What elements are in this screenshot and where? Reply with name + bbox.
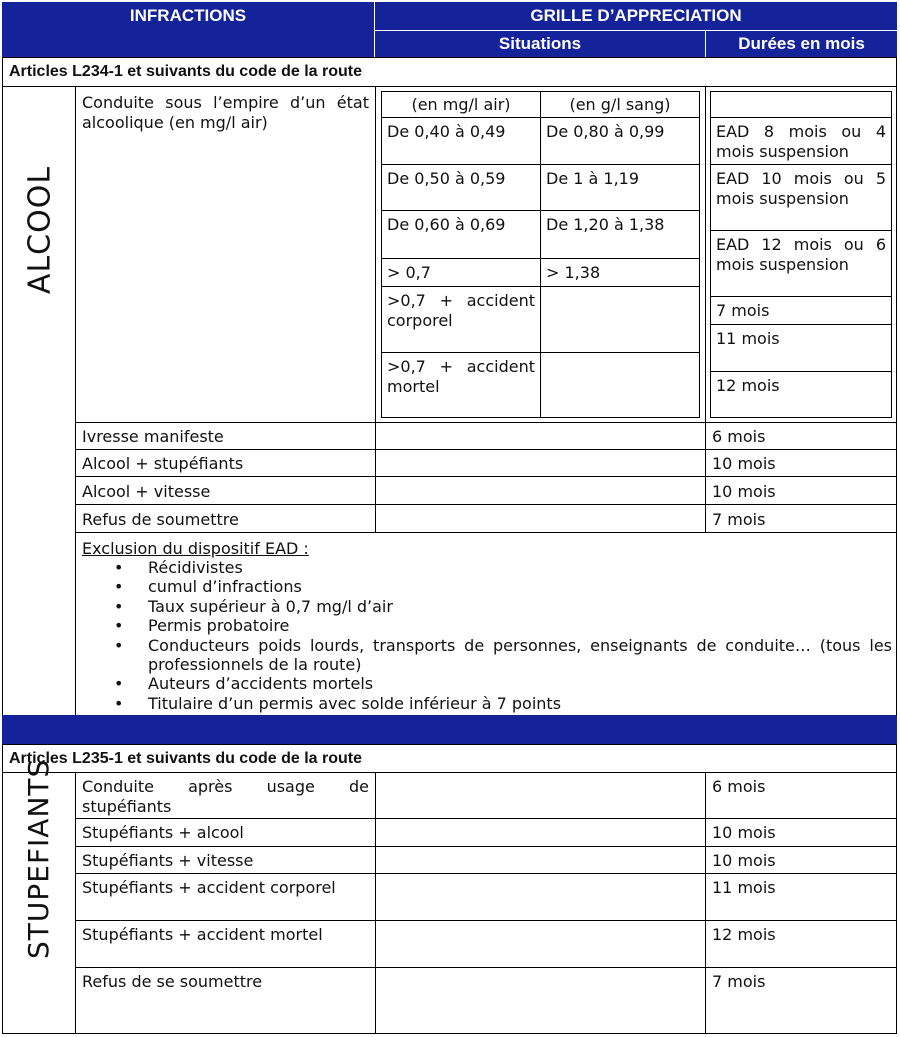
grid-sang-0: De 0,80 à 0,99 xyxy=(540,117,700,165)
grid-sang-4 xyxy=(540,286,700,353)
alcool-row-duree: 7 mois xyxy=(705,504,897,533)
grid-sang-1: De 1 à 1,19 xyxy=(540,164,700,211)
stup-row-duree: 7 mois xyxy=(705,967,897,1034)
section-title-stupefiants: Articles L235-1 et suivants du code de la route xyxy=(2,744,897,773)
header-durees-label: Durées en mois xyxy=(738,34,865,53)
conduite-label: Conduite sous l’empire d’un état alcoolique (en mg/l air) xyxy=(82,93,369,132)
alcool-row-situation xyxy=(375,422,706,450)
exclusion-list xyxy=(76,558,896,713)
category-stupefiants xyxy=(2,758,76,1034)
stup-row-label: Stupéfiants + accident mortel xyxy=(75,920,376,968)
exclusion-item: • Récidivistes xyxy=(148,558,896,577)
exclusion-block xyxy=(75,532,897,716)
stup-row-label: Conduite après usage de stupéfiants xyxy=(75,772,376,819)
grid-air-2: De 0,60 à 0,69 xyxy=(381,210,541,259)
stup-row-duree: 10 mois xyxy=(705,818,897,847)
alcool-row-duree: 6 mois xyxy=(705,422,897,450)
header-situations-label: Situations xyxy=(498,34,582,53)
header-grille xyxy=(375,2,897,30)
alcool-row-label: Refus de soumettre xyxy=(75,504,376,533)
category-alcool-label: ALCOOL xyxy=(22,165,58,295)
stup-row-situation xyxy=(375,846,706,874)
section-title-alcool: Articles L234-1 et suivants du code de la route xyxy=(2,57,897,87)
stup-row-duree: 12 mois xyxy=(705,920,897,968)
header-infractions xyxy=(2,2,374,57)
stup-row-label: Stupéfiants + vitesse xyxy=(75,846,376,874)
conduite-cell xyxy=(75,86,376,423)
alcool-row-duree: 10 mois xyxy=(705,449,897,477)
stup-row-duree: 10 mois xyxy=(705,846,897,874)
grid-air-3: > 0,7 xyxy=(381,258,541,287)
grid-air-5: >0,7 + accident mortel xyxy=(381,352,541,418)
col-header-air: (en mg/l air) xyxy=(381,91,541,118)
alcool-row-duree: 10 mois xyxy=(705,476,897,505)
category-alcool xyxy=(2,86,76,716)
section-separator xyxy=(2,715,897,744)
stup-row-situation xyxy=(375,873,706,921)
grid-air-0: De 0,40 à 0,49 xyxy=(381,117,541,165)
grid-duree-3: 7 mois xyxy=(710,296,892,325)
header-infractions-label: INFRACTIONS xyxy=(129,6,247,25)
grid-duree-4: 11 mois xyxy=(710,324,892,372)
header-grille-label: GRILLE D’APPRECIATION xyxy=(530,6,742,25)
category-stupefiants-label: STUPEFIANTS xyxy=(22,758,55,959)
alcool-row-situation xyxy=(375,476,706,505)
stup-row-situation xyxy=(375,920,706,968)
grid-duree-head xyxy=(710,91,892,118)
stup-row-situation xyxy=(375,772,706,819)
alcool-row-label: Alcool + vitesse xyxy=(75,476,376,505)
stup-row-duree: 11 mois xyxy=(705,873,897,921)
grid-duree-5: 12 mois xyxy=(710,371,892,418)
alcool-row-situation xyxy=(375,504,706,533)
grid-duree-0: EAD 8 mois ou 4 mois suspension xyxy=(710,117,892,165)
exclusion-item: • cumul d’infractions xyxy=(148,577,896,596)
grid-sang-2: De 1,20 à 1,38 xyxy=(540,210,700,259)
header-durees xyxy=(706,31,897,57)
col-header-sang: (en g/l sang) xyxy=(540,91,700,118)
exclusion-title: Exclusion du dispositif EAD : xyxy=(82,539,309,558)
alcool-row-label: Alcool + stupéfiants xyxy=(75,449,376,477)
stup-row-label: Stupéfiants + alcool xyxy=(75,818,376,847)
exclusion-item: • Conducteurs poids lourds, transports de personnes, enseignants de conduite… (tous les professionnels de la route) xyxy=(148,636,896,675)
grid-duree-1: EAD 10 mois ou 5 mois suspension xyxy=(710,164,892,231)
header-situations xyxy=(375,31,705,57)
grid-sang-3: > 1,38 xyxy=(540,258,700,287)
stup-row-situation xyxy=(375,818,706,847)
stup-row-duree: 6 mois xyxy=(705,772,897,819)
stup-row-label: Stupéfiants + accident corporel xyxy=(75,873,376,921)
exclusion-item: • Permis probatoire xyxy=(148,616,896,635)
alcool-row-label: Ivresse manifeste xyxy=(75,422,376,450)
grid-duree-2: EAD 12 mois ou 6 mois suspension xyxy=(710,230,892,297)
alcool-row-situation xyxy=(375,449,706,477)
grid-air-1: De 0,50 à 0,59 xyxy=(381,164,541,211)
grid-air-4: >0,7 + accident corporel xyxy=(381,286,541,353)
stup-row-situation xyxy=(375,967,706,1034)
exclusion-item: • Taux supérieur à 0,7 mg/l d’air xyxy=(148,597,896,616)
stup-row-label: Refus de se soumettre xyxy=(75,967,376,1034)
grid-sang-5 xyxy=(540,352,700,418)
exclusion-item: • Titulaire d’un permis avec solde inférieur à 7 points xyxy=(148,694,896,713)
exclusion-item: • Auteurs d’accidents mortels xyxy=(148,674,896,693)
